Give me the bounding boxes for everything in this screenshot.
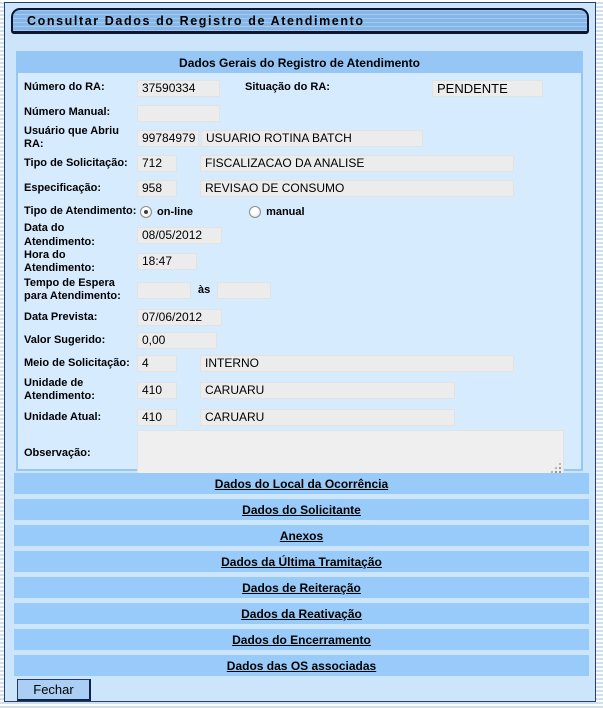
data-prevista-field[interactable]: 07/06/2012 <box>137 309 222 326</box>
page-title: Consultar Dados do Registro de Atendimento <box>27 13 365 28</box>
tipo-atendimento-label: Tipo de Atendimento: <box>24 205 137 218</box>
numero-manual-field[interactable] <box>137 105 220 122</box>
meio-solicitacao-desc-field[interactable]: INTERNO <box>200 355 514 372</box>
section-links <box>14 473 589 681</box>
row-especificacao <box>24 176 581 201</box>
meio-solicitacao-label: Meio de Solicitação: <box>24 357 130 370</box>
hora-atendimento-field[interactable]: 18:47 <box>137 253 197 270</box>
situacao-ra-field[interactable]: PENDENTE <box>432 80 543 97</box>
usuario-abriu-code-field[interactable]: 99784979 <box>137 130 199 147</box>
row-data-prevista <box>24 305 581 329</box>
section-link-label: Dados do Local da Ocorrência <box>214 476 389 491</box>
section-link-label: Dados do Solicitante <box>242 502 361 517</box>
radio-dot <box>144 210 148 214</box>
section-link-solicitante[interactable] <box>14 499 589 520</box>
row-numero-ra <box>24 75 581 101</box>
section-link-label: Anexos <box>279 528 324 543</box>
meio-solicitacao-code-field[interactable]: 4 <box>137 355 177 372</box>
radio-online[interactable] <box>140 206 152 218</box>
numero-ra-label: Número do RA: <box>24 81 105 94</box>
unidade-atendimento-label: Unidade de Atendimento: <box>24 376 95 403</box>
radio-manual[interactable] <box>249 206 261 218</box>
dados-gerais-header <box>18 53 581 73</box>
radio-online-label: on-line <box>157 205 194 218</box>
row-tempo-espera <box>24 275 581 305</box>
valor-sugerido-label: Valor Sugerido: <box>24 334 106 347</box>
valor-sugerido-field[interactable]: 0,00 <box>137 332 217 349</box>
row-unidade-atendimento <box>24 375 581 405</box>
fechar-button[interactable]: Fechar <box>17 679 91 701</box>
tipo-solicitacao-label: Tipo de Solicitação: <box>24 157 128 170</box>
row-hora-atendimento <box>24 249 581 275</box>
data-atendimento-field[interactable]: 08/05/2012 <box>137 227 222 244</box>
dados-gerais-section <box>16 51 583 471</box>
hora-atendimento-label: Hora do Atendimento: <box>24 248 95 274</box>
observacao-textarea[interactable] <box>137 430 564 476</box>
tipo-solicitacao-code-field[interactable]: 712 <box>137 155 177 172</box>
row-data-atendimento <box>24 222 581 248</box>
section-title: Dados Gerais do Registro de Atendimento <box>179 56 420 70</box>
especificacao-code-field[interactable]: 958 <box>137 180 177 197</box>
numero-manual-label: Número Manual: <box>24 106 111 119</box>
section-link-reativacao[interactable] <box>14 603 589 624</box>
section-link-os-associadas[interactable] <box>14 655 589 676</box>
data-atendimento-label: Data do Atendimento: <box>24 222 95 248</box>
tempo-espera-label: Tempo de Espera para Atendimento: <box>24 276 121 303</box>
observacao-label: Observação: <box>24 446 91 459</box>
row-usuario-abriu <box>24 125 581 151</box>
unidade-atendimento-code-field[interactable]: 410 <box>137 382 177 399</box>
row-tipo-solicitacao <box>24 151 581 176</box>
numero-ra-field[interactable]: 37590334 <box>137 80 220 97</box>
section-link-label: Dados de Reiteração <box>242 580 361 595</box>
radio-manual-label: manual <box>266 205 305 218</box>
usuario-abriu-desc-field[interactable]: USUARIO ROTINA BATCH <box>201 130 423 147</box>
unidade-atual-code-field[interactable]: 410 <box>137 409 177 426</box>
main-panel <box>4 2 596 702</box>
row-valor-sugerido <box>24 329 581 352</box>
tempo-espera-to-field[interactable] <box>217 282 271 299</box>
data-prevista-label: Data Prevista: <box>24 310 98 323</box>
row-meio-solicitacao <box>24 352 581 375</box>
section-link-reiteracao[interactable] <box>14 577 589 598</box>
unidade-atual-label: Unidade Atual: <box>24 410 102 423</box>
row-numero-manual <box>24 101 581 125</box>
usuario-abriu-label: Usuário que Abriu RA: <box>24 125 119 151</box>
especificacao-desc-field[interactable]: REVISAO DE CONSUMO <box>200 180 514 197</box>
window-title-bar <box>11 8 589 34</box>
unidade-atual-desc-field[interactable]: CARUARU <box>200 409 455 426</box>
section-link-ultima-tramitacao[interactable] <box>14 551 589 572</box>
section-link-label: Dados da Última Tramitação <box>221 554 382 569</box>
tempo-espera-from-field[interactable] <box>137 282 191 299</box>
tipo-solicitacao-desc-field[interactable]: FISCALIZACAO DA ANALISE <box>200 155 514 172</box>
section-link-label: Dados das OS associadas <box>226 658 377 673</box>
section-link-label: Dados da Reativação <box>241 606 362 621</box>
unidade-atendimento-desc-field[interactable]: CARUARU <box>200 382 455 399</box>
situacao-ra-label: Situação do RA: <box>245 81 330 94</box>
section-link-local-ocorrencia[interactable] <box>14 473 589 494</box>
section-link-label: Dados do Encerramento <box>232 632 371 647</box>
row-tipo-atendimento <box>24 201 581 222</box>
row-unidade-atual <box>24 405 581 429</box>
tempo-espera-as-label: às <box>198 283 211 296</box>
especificacao-label: Especificação: <box>24 182 102 195</box>
dados-gerais-body <box>18 73 581 477</box>
section-link-anexos[interactable] <box>14 525 589 546</box>
row-observacao <box>24 429 581 477</box>
section-link-encerramento[interactable] <box>14 629 589 650</box>
